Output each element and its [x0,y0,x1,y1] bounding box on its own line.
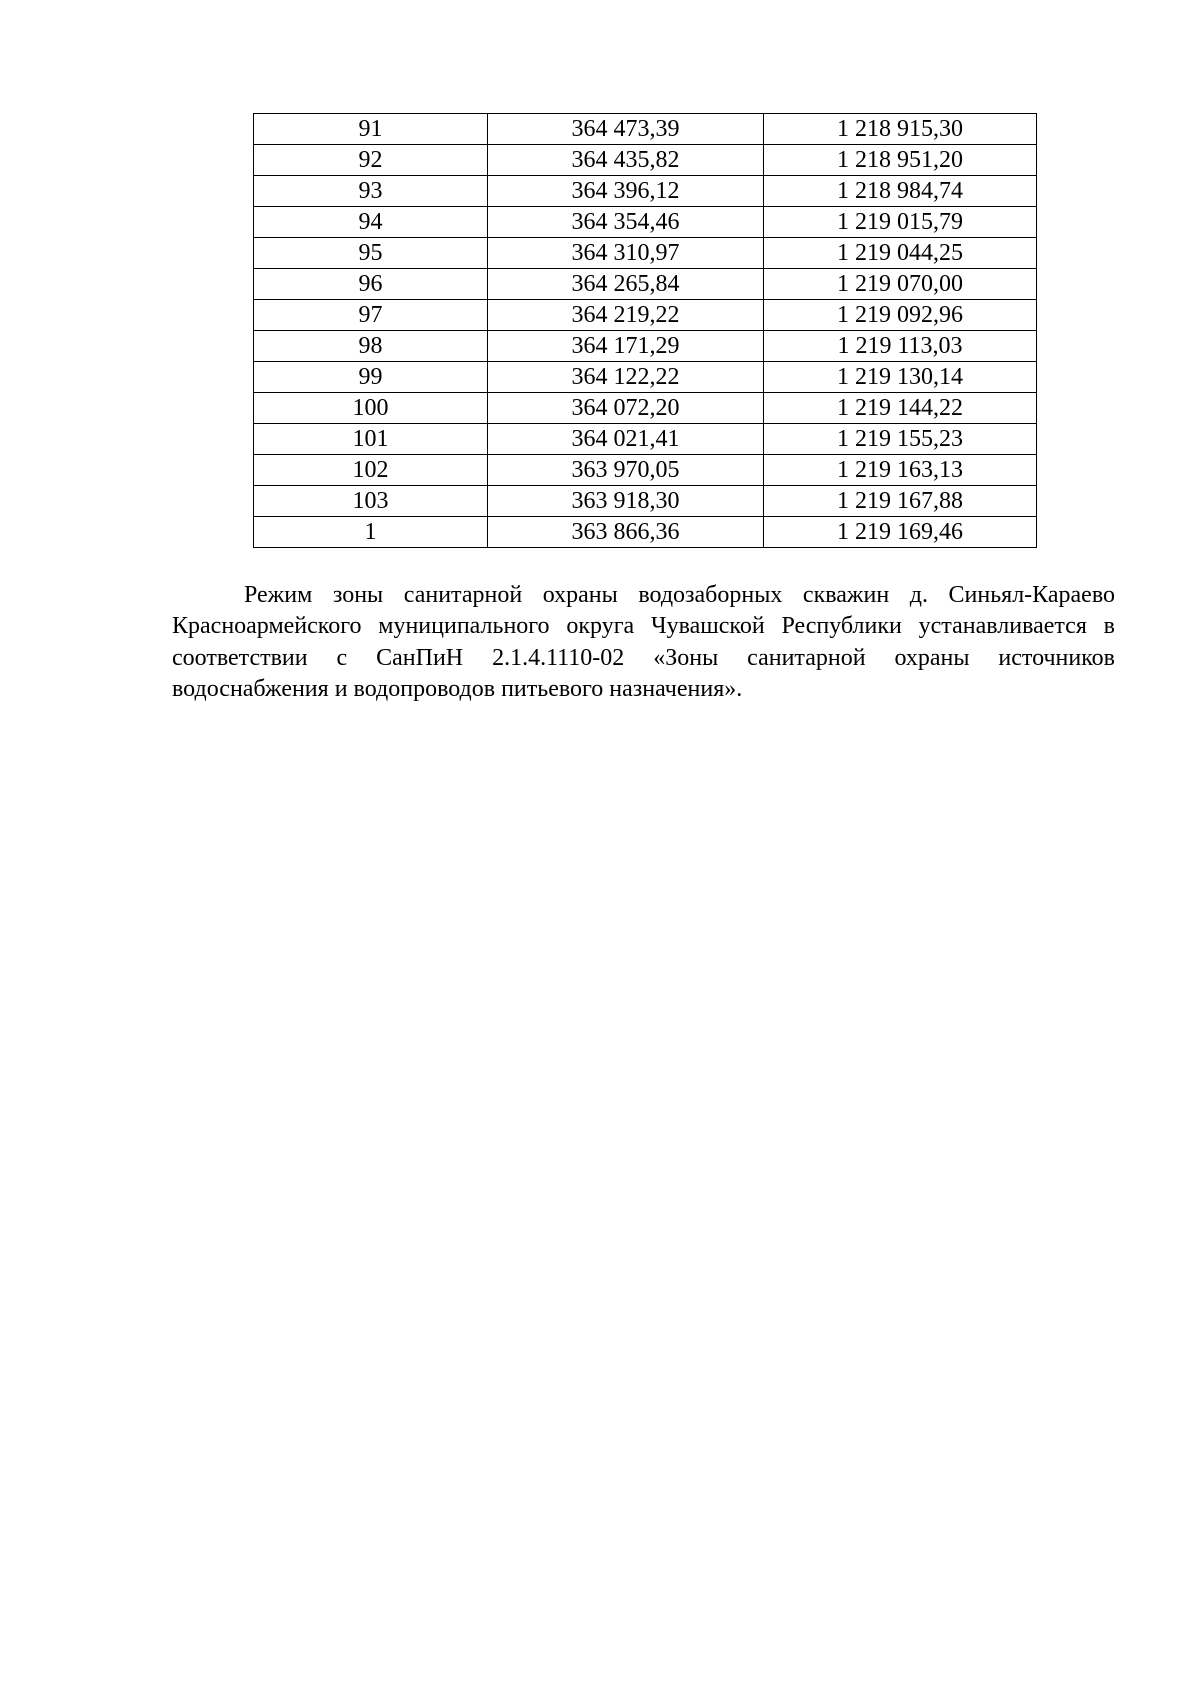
point-number-cell: 98 [254,331,488,362]
point-number-cell: 101 [254,424,488,455]
point-number-cell: 91 [254,114,488,145]
table-row [254,114,1037,145]
table-row [254,145,1037,176]
x-coordinate-cell: 364 435,82 [488,145,764,176]
y-coordinate-cell: 1 219 167,88 [764,486,1037,517]
x-coordinate-cell: 364 310,97 [488,238,764,269]
x-coordinate-cell: 364 122,22 [488,362,764,393]
point-number-cell: 100 [254,393,488,424]
x-coordinate-cell: 363 866,36 [488,517,764,548]
y-coordinate-cell: 1 219 169,46 [764,517,1037,548]
y-coordinate-cell: 1 219 113,03 [764,331,1037,362]
y-coordinate-cell: 1 218 951,20 [764,145,1037,176]
table-row [254,238,1037,269]
table-row [254,393,1037,424]
x-coordinate-cell: 364 473,39 [488,114,764,145]
table-row [254,486,1037,517]
point-number-cell: 1 [254,517,488,548]
x-coordinate-cell: 363 918,30 [488,486,764,517]
table-row [254,207,1037,238]
point-number-cell: 94 [254,207,488,238]
x-coordinate-cell: 364 219,22 [488,300,764,331]
y-coordinate-cell: 1 219 070,00 [764,269,1037,300]
x-coordinate-cell: 364 354,46 [488,207,764,238]
y-coordinate-cell: 1 219 144,22 [764,393,1037,424]
sanitary-zone-regime-paragraph: Режим зоны санитарной охраны водозаборных скважин д. Синьял-Караево Красноармейского муниципального округа Чувашской Республики устанавливается в соответствии с СанПиН 2.1.4.1110-02 «Зоны санитарной охраны источников водоснабжения и водопроводов питьевого назначения». [172,582,1115,702]
x-coordinate-cell: 364 396,12 [488,176,764,207]
point-number-cell: 102 [254,455,488,486]
point-number-cell: 99 [254,362,488,393]
table-row [254,269,1037,300]
point-number-cell: 92 [254,145,488,176]
x-coordinate-cell: 364 072,20 [488,393,764,424]
x-coordinate-cell: 364 021,41 [488,424,764,455]
table-row [254,362,1037,393]
y-coordinate-cell: 1 218 915,30 [764,114,1037,145]
x-coordinate-cell: 363 970,05 [488,455,764,486]
y-coordinate-cell: 1 219 130,14 [764,362,1037,393]
y-coordinate-cell: 1 219 092,96 [764,300,1037,331]
coordinates-table [253,113,1037,548]
y-coordinate-cell: 1 219 155,23 [764,424,1037,455]
point-number-cell: 96 [254,269,488,300]
point-number-cell: 97 [254,300,488,331]
y-coordinate-cell: 1 218 984,74 [764,176,1037,207]
y-coordinate-cell: 1 219 163,13 [764,455,1037,486]
table-row [254,424,1037,455]
coordinates-table-body [254,114,1037,548]
point-number-cell: 103 [254,486,488,517]
table-row [254,517,1037,548]
table-row [254,176,1037,207]
table-row [254,455,1037,486]
x-coordinate-cell: 364 265,84 [488,269,764,300]
point-number-cell: 95 [254,238,488,269]
table-row [254,300,1037,331]
point-number-cell: 93 [254,176,488,207]
table-row [254,331,1037,362]
x-coordinate-cell: 364 171,29 [488,331,764,362]
y-coordinate-cell: 1 219 044,25 [764,238,1037,269]
y-coordinate-cell: 1 219 015,79 [764,207,1037,238]
